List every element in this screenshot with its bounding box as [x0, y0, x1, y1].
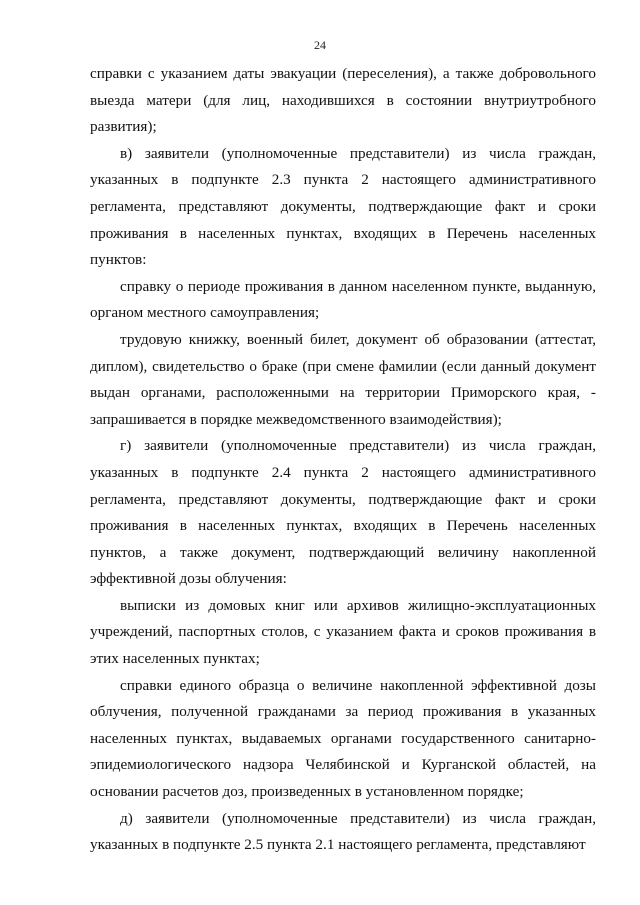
paragraph-item-g: г) заявители (уполномоченные представители) из числа граждан, указанных в подпункте 2.4 пункта 2 настоящего административного регламента, представляют документы, подтверждающие факт и сроки проживания в населенных пунктах, входящих в Перечень населенных пунктов, а также документ, подтверждающий величину накопленной эффективной дозы облучения:: [90, 437, 596, 588]
paragraph-dose-certificates: справки единого образца о величине накопленной эффективной дозы облучения, полученной гражданами за период проживания в указанных населенных пунктах, выдаваемых органами государственного санитарно-эпидемиологического надзора Челябинской и Курганской областей, на основании расчетов доз, произведенных в установленном порядке;: [90, 676, 596, 801]
paragraph-work-record-book: трудовую книжку, военный билет, документ об образовании (аттестат, диплом), свидетельство о браке (при смене фамилии (если данный документ выдан органами, расположенными на территории Приморского края, - запрашивается в порядке межведомственного взаимодействия);: [90, 330, 596, 428]
paragraph-item-d: д) заявители (уполномоченные представители) из числа граждан, указанных в подпункте 2.5 пункта 2.1 настоящего регламента, представляют: [90, 809, 596, 854]
paragraph-residence-certificate: справку о периоде проживания в данном населенном пункте, выданную, органом местного самоуправления;: [90, 277, 596, 322]
document-body: [90, 61, 596, 859]
paragraph-evacuation-certificates: справки с указанием даты эвакуации (переселения), а также добровольного выезда матери (для лиц, находившихся в состоянии внутриутробного развития);: [90, 65, 596, 136]
page-number: 24: [314, 38, 326, 52]
paragraph-house-book-extracts: выписки из домовых книг или архивов жилищно-эксплуатационных учреждений, паспортных столов, с указанием факта и сроков проживания в этих населенных пунктах;: [90, 596, 596, 668]
paragraph-item-v: в) заявители (уполномоченные представители) из числа граждан, указанных в подпункте 2.3 пункта 2 настоящего административного регламента, представляют документы, подтверждающие факт и сроки проживания в населенных пунктах, входящих в Перечень населенных пунктов:: [90, 144, 596, 269]
